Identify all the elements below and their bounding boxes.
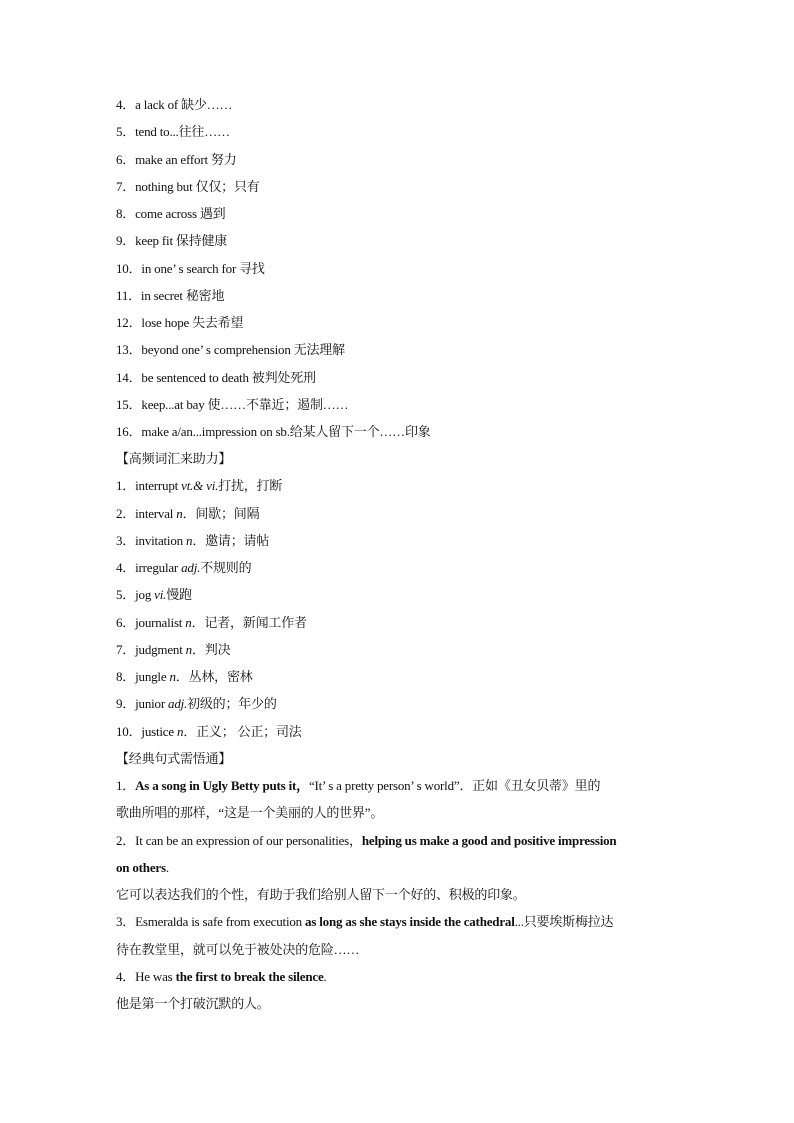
- vocab-item: 7．judgment n．判决: [116, 642, 231, 657]
- phrase-item: 12．lose hope 失去希望: [116, 315, 244, 330]
- phrase-item: 7．nothing but 仅仅；只有: [116, 179, 260, 194]
- vocab-item: 5．jog vi.慢跑: [116, 587, 192, 602]
- phrase-item: 14．be sentenced to death 被判处死刑: [116, 370, 316, 385]
- phrase-item: 9．keep fit 保持健康: [116, 233, 228, 248]
- sentence-translation: 待在教堂里，就可以免于被处决的危险……: [116, 942, 360, 957]
- vocab-item: 6．journalist n．记者，新闻工作者: [116, 615, 307, 630]
- sentence-translation: 它可以表达我们的个性，有助于我们给别人留下一个好的、积极的印象。: [116, 887, 526, 902]
- vocab-item: 4．irregular adj.不规则的: [116, 560, 252, 575]
- sentence-translation: 歌曲所唱的那样，“这是一个美丽的人的世界”。: [116, 805, 384, 820]
- phrase-item: 10．in one’ s search for 寻找: [116, 261, 265, 276]
- vocab-item: 10．justice n．正义； 公正；司法: [116, 724, 302, 739]
- sentence-section-heading: 【经典句式需悟通】: [116, 751, 232, 766]
- vocab-item: 8．jungle n．丛林，密林: [116, 669, 253, 684]
- sentence-item: 4．He was the first to break the silence.: [116, 969, 327, 984]
- sentence-item: 1．As a song in Ugly Betty puts it，“It’ s a pretty person’ s world”．正如《丑女贝蒂》里的: [116, 778, 601, 793]
- phrase-item: 8．come across 遇到: [116, 206, 226, 221]
- vocab-item: 2．interval n．间歇；间隔: [116, 506, 260, 521]
- sentence-item: 2．It can be an expression of our personalities，helping us make a good and positive impression: [116, 833, 617, 848]
- phrase-item: 6．make an effort 努力: [116, 152, 237, 167]
- phrase-item: 11．in secret 秘密地: [116, 288, 225, 303]
- sentence-item-continuation: on others.: [116, 860, 169, 875]
- phrase-item: 16．make a/an...impression on sb.给某人留下一个……印象: [116, 424, 431, 439]
- phrase-item: 13．beyond one’ s comprehension 无法理解: [116, 342, 345, 357]
- phrase-item: 4．a lack of 缺少……: [116, 97, 233, 112]
- phrase-item: 15．keep...at bay 使……不靠近；遏制……: [116, 397, 349, 412]
- vocab-item: 1．interrupt vt.& vi.打扰，打断: [116, 478, 283, 493]
- vocab-section-heading: 【高频词汇来助力】: [116, 451, 232, 466]
- vocab-item: 3．invitation n．邀请；请帖: [116, 533, 270, 548]
- sentence-item: 3．Esmeralda is safe from execution as long as she stays inside the cathedral...只要埃斯梅拉达: [116, 914, 614, 929]
- sentence-translation: 他是第一个打破沉默的人。: [116, 996, 270, 1011]
- phrase-item: 5．tend to...往往……: [116, 124, 230, 139]
- vocab-item: 9．junior adj.初级的；年少的: [116, 696, 277, 711]
